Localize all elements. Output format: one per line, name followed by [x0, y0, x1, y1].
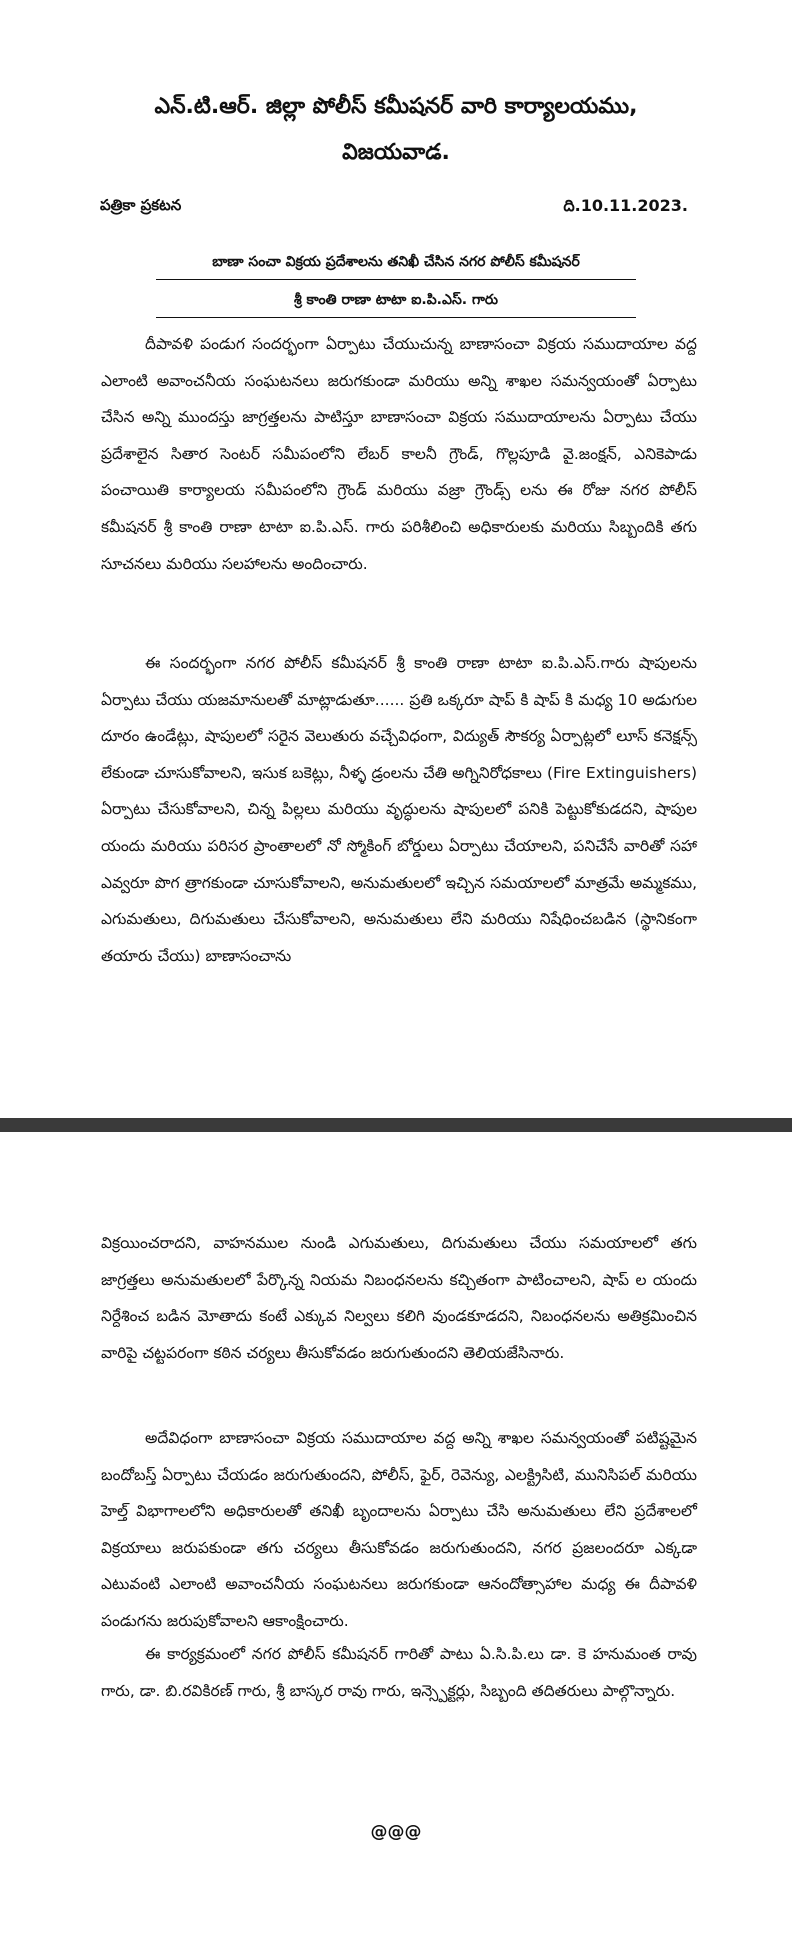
end-mark: @@@ — [370, 1822, 422, 1842]
press-release-label: పత్రికా ప్రకటన — [100, 196, 182, 214]
headline-underline-2 — [156, 317, 636, 318]
press-release-date: ది.10.11.2023. — [563, 196, 688, 215]
headline-line-2: శ్రీ కాంతి రాణా టాటా ఐ.పి.ఎస్. గారు — [293, 292, 499, 308]
body-paragraph-1: దీపావళి పండుగ సందర్భంగా ఏర్పాటు చేయుచున్న బాణాసంచా విక్రయ సముదాయాల వద్ద ఎలాంటి అవాంచనీయ సంఘటనలు జరుగకుండా మరియు అన్ని శాఖల సమన్వయంతో ఏర్పాటు చేసిన అన్ని ముందస్తు జాగ్రత్తలను పాటిస్తూ బాణాసంచా విక్రయ సముదాయాలను ఏర్పాటు చేయు ప్రదేశాలైన సితార సెంటర్ సమీపంలోని లేబర్ కాలనీ గ్రౌండ్, గొల్లపూడి వై.జంక్షన్, ఎనికెపాడు పంచాయితి కార్యాలయ సమీపంలోని గ్రౌండ్ మరియు వజ్రా గ్రౌండ్స్ లను ఈ రోజు నగర పోలీస్ కమీషనర్ శ్రీ కాంతి రాణా టాటా ఐ.పి.ఎస్. గారు పరిశీలించి అధికారులకు మరియు సిబ్బందికి తగు సూచనలు మరియు సలహాలను అందించారు. — [101, 335, 697, 573]
body-paragraph-3: విక్రయించరాదని, వాహనముల నుండి ఎగుమతులు, దిగుమతులు చేయు సమయాలలో తగు జాగ్రత్తలు అనుమతులలో పేర్కొన్న నియమ నిబంధనలను కచ్చితంగా పాటించాలని, షాప్ ల యందు నిర్దేశించ బడిన మోతాదు కంటే ఎక్కువ నిల్వలు కలిగి వుండకూడదని, నిబంధనలను అతిక్రమించిన వారిపై చట్టపరంగా కఠిన చర్యలు తీసుకోవడం జరుగుతుందని తెలియజేసినారు. — [101, 1234, 697, 1362]
headline-underline-1 — [156, 279, 636, 280]
body-paragraph-5: ఈ కార్యక్రమంలో నగర పోలీస్ కమీషనర్ గారితో పాటు ఏ.సి.పి.లు డా. కె హనుమంత రావు గారు, డా. బి.రవికిరణ్ గారు, శ్రీ బాస్కర రావు గారు, ఇన్స్పెక్టర్లు, సిబ్బంది తదితరులు పాల్గొన్నారు. — [101, 1645, 697, 1700]
office-title: ఎన్.టి.ఆర్. జిల్లా పోలీస్ కమీషనర్ వారి కార్యాలయము, — [154, 94, 638, 119]
office-city: విజయవాడ. — [342, 140, 450, 165]
body-paragraph-4: అదేవిధంగా బాణాసంచా విక్రయ సముదాయాల వద్ద అన్ని శాఖల సమన్వయంతో పటిష్టమైన బందోబస్త్ ఏర్పాటు చేయడం జరుగుతుందని, పోలీస్, ఫైర్, రెవెన్యు, ఎలక్ట్రిసిటి, మునిసిపల్ మరియు హెల్త్ విభాగాలలోని అధికారులతో తనిఖీ బృందాలను ఏర్పాటు చేసి అనుమతులు లేని ప్రదేశాలలో విక్రయాలు జరుపకుండా తగు చర్యలు తీసుకోవడం జరుగుతుందని, నగర ప్రజలందరూ ఎక్కడా ఎటువంటి ఎలాంటి అవాంచనీయ సంఘటనలు జరుగకుండా ఆనందోత్సాహాల మధ్య ఈ దీపావళి పండుగను జరుపుకోవాలని ఆకాంక్షించారు. — [101, 1429, 697, 1630]
headline-line-1: బాణా సంచా విక్రయ ప్రదేశాలను తనిఖీ చేసిన నగర పోలీస్ కమీషనర్ — [212, 254, 580, 270]
page-divider — [0, 1118, 792, 1132]
body-paragraph-2: ఈ సందర్భంగా నగర పోలీస్ కమీషనర్ శ్రీ కాంతి రాణా టాటా ఐ.పి.ఎస్.గారు షాపులను ఏర్పాటు చేయు యజమానులతో మాట్లాడుతూ...... ప్రతి ఒక్కరూ షాప్ కి షాప్ కి మధ్య 10 అడుగుల దూరం ఉండేట్లు, షాపులలో సరైన వెలుతురు వచ్చేవిధంగా, విద్యుత్ సౌకర్య ఏర్పాట్లలో లూస్ కనెక్షన్స్ లేకుండా చూసుకోవాలని, ఇసుక బకెట్లు, నీళ్ళ డ్రంలను చేతి అగ్నినిరోధకాలు (Fire Extinguishers) ఏర్పాటు చేసుకోవాలని, చిన్న పిల్లలు మరియు వృద్ధులను షాపులలో పనికి పెట్టుకోకుడదని, షాపుల యందు మరియు పరిసర ప్రాంతాలలో నో స్మోకింగ్ బోర్డులు ఏర్పాటు చేయాలని, పనిచేసే వారితో సహా ఎవ్వరూ పొగ త్రాగకుండా చూసుకోవాలని, అనుమతులలో ఇచ్చిన సమయాలలో మాత్రమే అమ్మకము, ఎగుమతులు, దిగుమతులు చేసుకోవాలని, అనుమతులు లేని మరియు నిషేధించబడిన (స్థానికంగా తయారు చేయు) బాణాసంచాను — [101, 654, 697, 965]
